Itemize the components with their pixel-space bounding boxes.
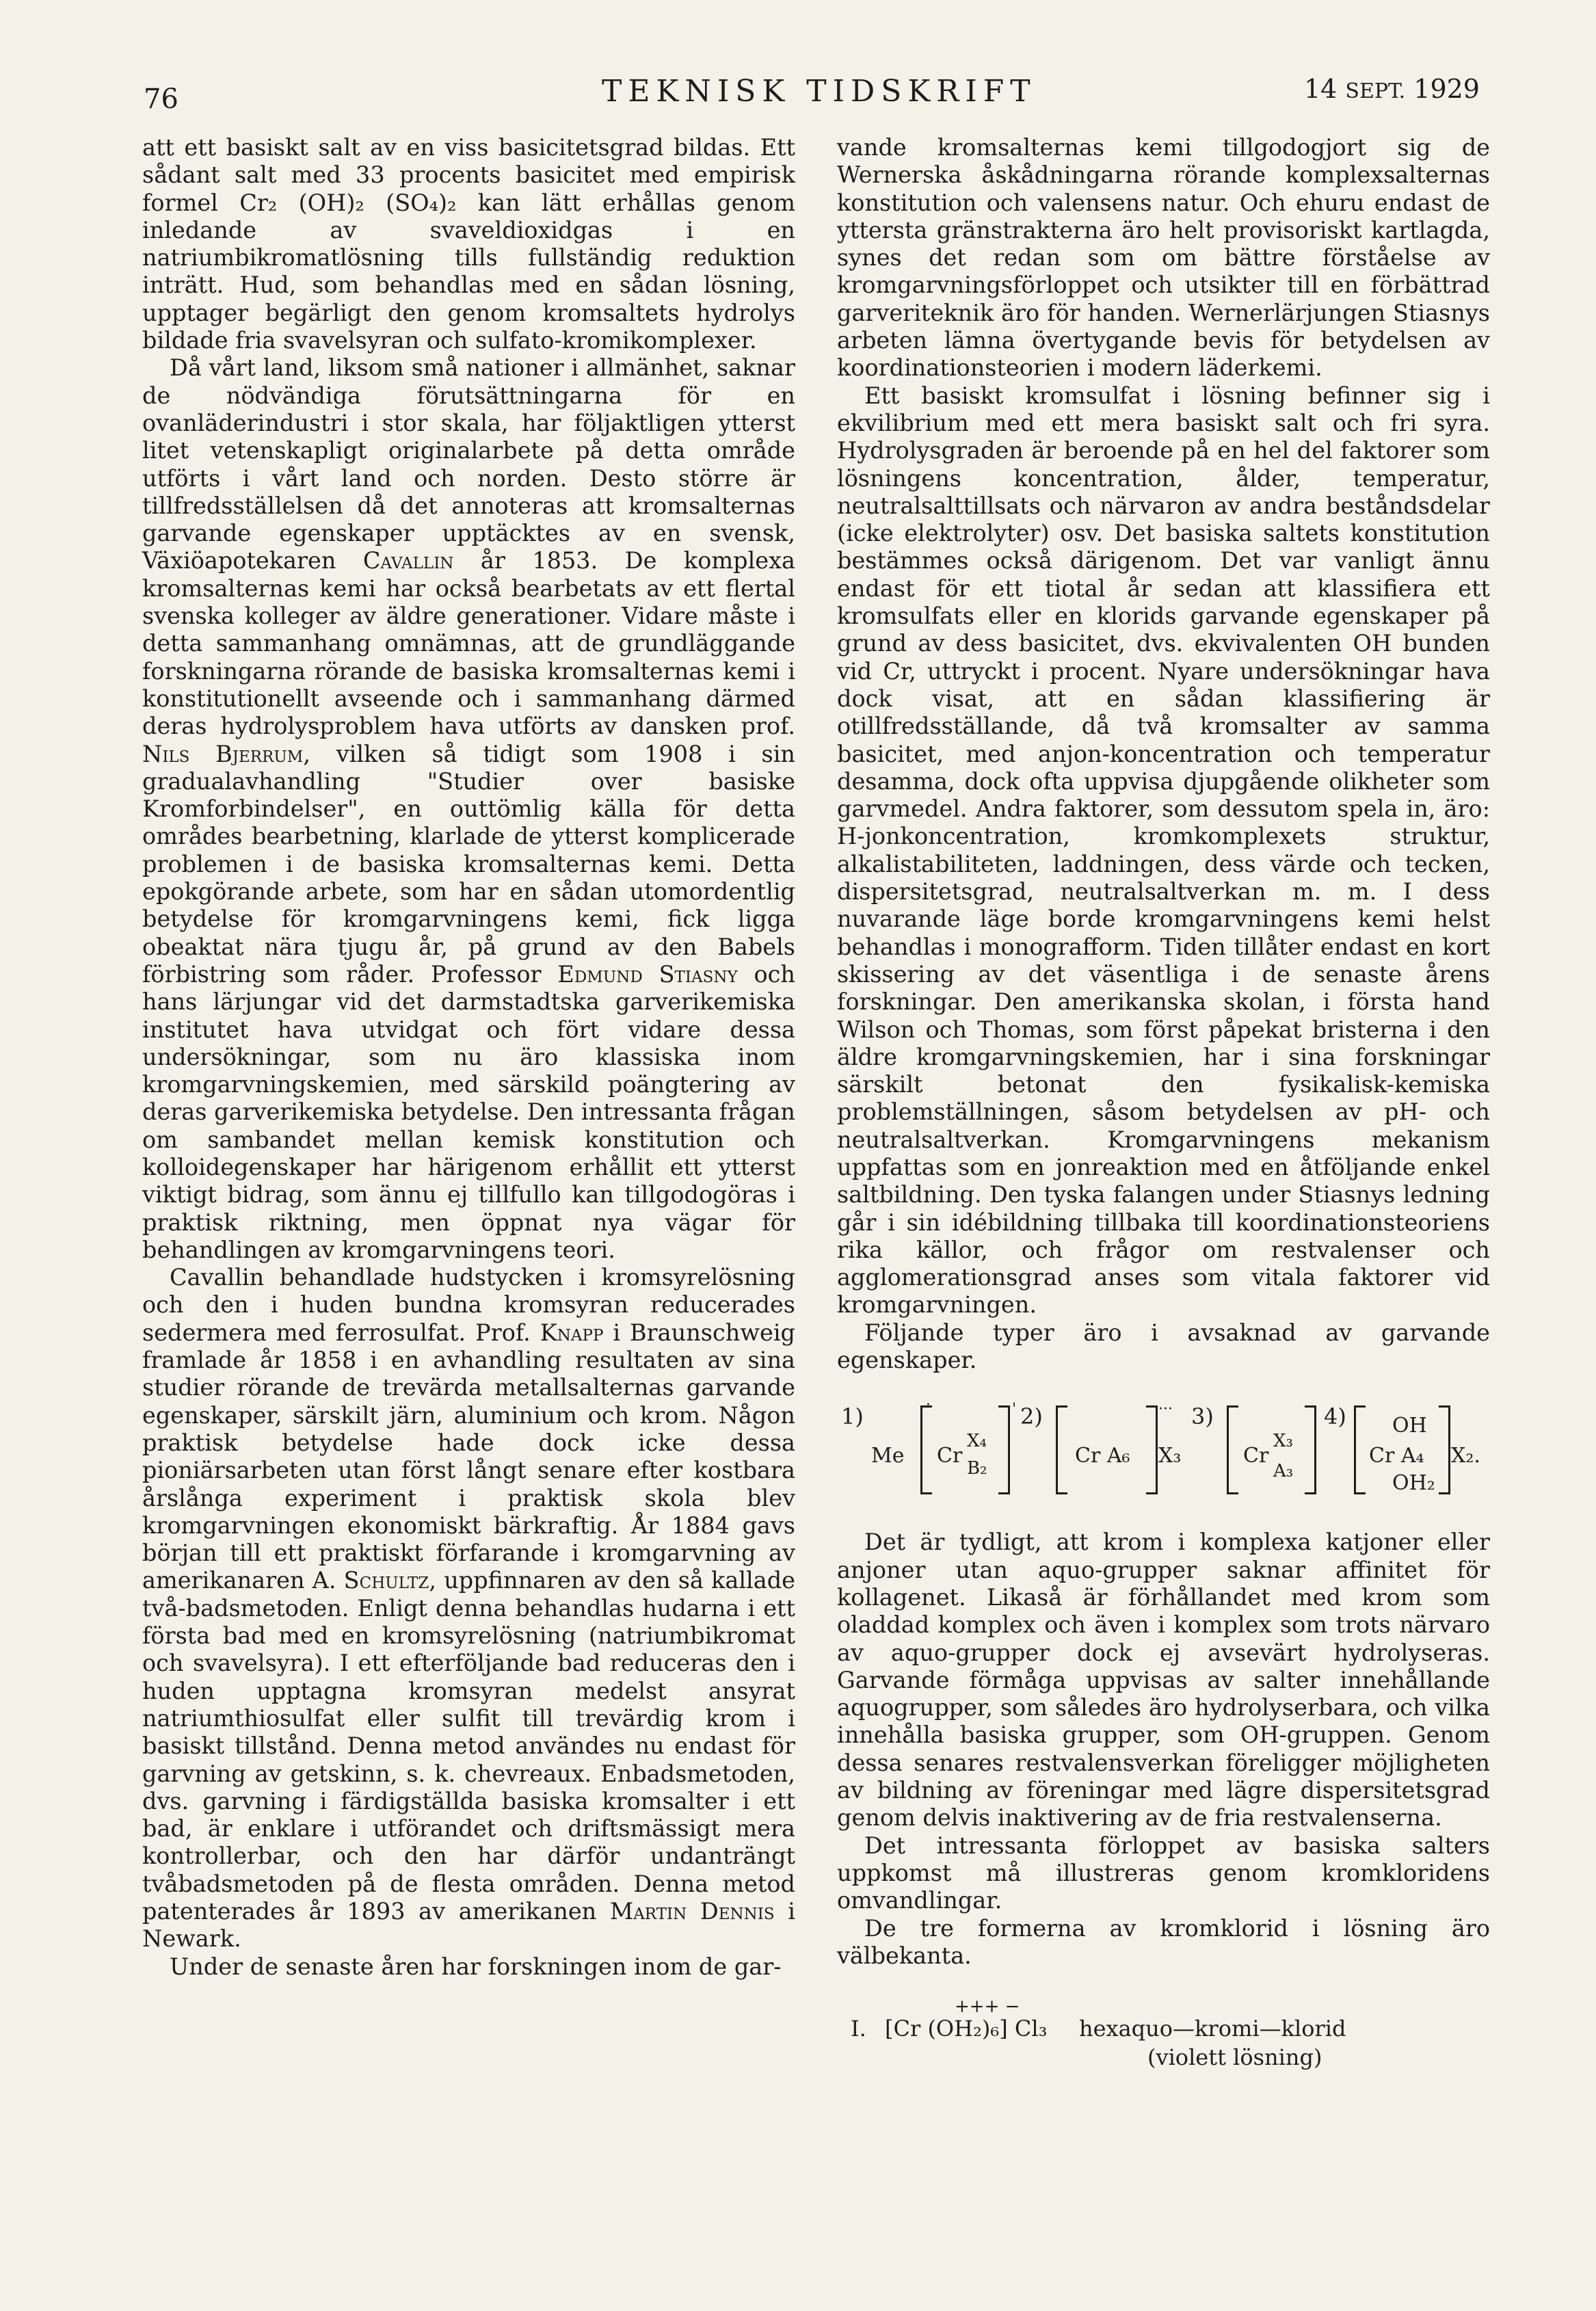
complex-formulas — [837, 1378, 1490, 1522]
right-paragraph-4: Det är tydligt, att krom i komplexa katjoner eller anjoner utan aquo-grupper saknar affinitet för kollagenet. Likaså är förhållandet med krom som oladdad komplex och även i komplex som trots närvaro av aquo-grupper dock ej avsevärt hydrolyseras. Garvande förmåga uppvisas av salter innehållande aquogrupper, som således äro hydrolyserbara, och vilka innehålla basiska grupper, som OH-gruppen. Genom dessa senares restvalensverkan föreligger möjligheten av bildning av föreningar med lägre dispersitetsgrad genom delvis inaktivering av de fria restvalenserna. — [837, 1529, 1490, 1832]
bracket-close-4 — [1439, 1405, 1450, 1494]
formula-cr-1: Cr — [937, 1444, 963, 1468]
name-schultz: Schultz — [343, 1567, 429, 1594]
right-paragraph-2: Ett basiskt kromsulfat i lösning befinner sig i ekvilibrium med ett mera basiskt salt och fri syra. Hydrolysgraden är beroende på en hel del faktorer som lösningens koncentration, ålder, temperatur, neutralsalttillsats och närvaron av andra beståndsdelar (icke elektrolyter) osv. Det basiska saltets konstitution bestämmes också därigenom. Det var vanligt ännu endast för ett tiotal år sedan att klassifiera ett kromsulfats eller en klorids garvande egenskaper på grund av dess basicitet, dvs. ekvivalenten OH bunden vid Cr, uttryckt i procent. Nyare undersökningar hava dock visat, att en sådan klassifiering är otillfredsställande, då två kromsalter av samma basicitet, med anjon-koncentration och temperatur desamma, dock ofta uppvisa djupgående olikheter som garvmedel. Andra faktorer, som dessutom spela in, äro: H-jonkoncentration, kromkomplexets struktur, alkalistabiliteten, laddningen, dess värde och tecken, dispersitetsgrad, neutralsaltverkan m. m. I dess nuvarande läge borde kromgarvningens kemi helst behandlas i monografform. Tiden tillåter endast en kort skissering av det väsentliga i de senaste årens forskningar. Den amerikanska skolan, i första hand Wilson och Thomas, som först påpekat bristerna i den äldre kromgarvningskemien, har i sina forskningar särskilt betonat den fysikalisk-kemiska problemställningen, såsom betydelsen av pH- och neutralsaltverkan. Kromgarvningens mekanism uppfattas som en jonreaktion med en åtföljande enkel saltbildning. Den tyska falangen under Stiasnys ledning går i sin idébildning tillbaka till koordinationsteoriens rika källor, och frågor om restvalenser och agglomerationsgrad anses som vitala faktorer vid kromgarvningen. — [837, 382, 1490, 1319]
formula-number-4: 4) — [1324, 1403, 1346, 1430]
bracket-close-3 — [1305, 1405, 1316, 1494]
formula-oh: OH — [1392, 1414, 1427, 1438]
formula-me: Me — [871, 1444, 905, 1468]
bracket-open-2 — [1056, 1405, 1067, 1494]
left-paragraph-3: Cavallin behandlade hudstycken i kromsyrelösning och den i huden bundna kromsyran reducerades sedermera med ferrosulfat. Prof. Knapp i Braunschweig framlade år 1858 i en avhandling resultaten av sina studier rörande de trevärda metallsalternas garvande egenskaper, särskilt järn, aluminium och krom. Någon praktisk betydelse hade dock icke dessa pioniärsarbeten utan först långt senare efter kostbara årslånga experiment i praktisk skola blev kromgarvningen ekonomiskt bärkraftig. År 1884 gavs början till ett praktiskt förfarande i kromgarvning av amerikanaren A. Schultz, uppfinnaren av den så kallade två-badsmetoden. Enligt denna behandlas hudarna i ett första bad med en kromsyrelösning (natriumbikromat och svavelsyra). I ett efterföljande bad reduceras den i huden upptagna kromsyran medelst ansyrat natriumthiosulfat eller sulfit till trevärdig krom i basiskt tillstånd. Denna metod användes nu endast för garvning av getskinn, s. k. chevreaux. Enbadsmetoden, dvs. garvning i färdigställda basiska kromsalter i ett bad, är enklare i utförandet och driftsmässigt mera kontrollerbar, och den har därför undanträngt tvåbadsmetoden på de flesta områden. Denna metod patenterades år 1893 av amerikanen Martin Dennis i Newark. — [142, 1264, 796, 1953]
bracket-open-3 — [1227, 1405, 1238, 1494]
formula-charges: +++ − — [955, 1996, 1020, 2018]
date-year: 1929 — [1413, 74, 1480, 104]
formula-number-2: 2) — [1020, 1403, 1043, 1430]
charge-2: ' — [1012, 1401, 1017, 1418]
formula-cr-3: Cr — [1243, 1444, 1269, 1468]
charge-1: · — [926, 1397, 931, 1414]
bracket-open-4 — [1354, 1405, 1366, 1494]
charge-3: ··· — [1158, 1401, 1173, 1418]
formula-x4: X₄ — [967, 1431, 987, 1452]
formula-number-1: 1) — [841, 1403, 864, 1430]
formula-x3-out: X₃ — [1158, 1444, 1182, 1468]
formula-x2: X₂. — [1451, 1444, 1480, 1468]
left-paragraph-1: att ett basiskt salt av en viss basicitetsgrad bildas. Ett sådant salt med 33 procents basicitet med empirisk formel Cr₂ (OH)₂ (SO₄)₂ kan lätt erhållas genom inledande av svaveldioxidgas i en natriumbikromatlösning tills fullständig reduktion inträtt. Hud, som behandlas med en sådan lösning, upptager begärligt den genom kromsaltets hydrolys bildade fria svavelsyran och sulfato-kromikomplexer. — [142, 134, 795, 354]
formula-roman-numeral: I. — [851, 2016, 866, 2042]
formula-oh2: OH₂ — [1392, 1471, 1435, 1496]
right-paragraph-3: Följande typer äro i avsaknad av garvande egenskaper. — [837, 1319, 1490, 1374]
formula-hexaquo: [Cr (OH₂)₆] Cl₃ — [885, 2016, 1048, 2042]
right-column — [837, 134, 1490, 2071]
right-paragraph-6: De tre formerna av kromklorid i lösning äro välbekanta. — [837, 1914, 1490, 1969]
name-dennis: Martin Dennis — [609, 1898, 775, 1925]
right-paragraph-1: vande kromsalternas kemi tillgodogjort sig de Wernerska åskådningarna rörande komplexsalternas konstitution och valensens natur. Och ehuru endast de yttersta gränstrakterna äro helt provisoriskt kartlagda, synes det redan som om bättre förståelse av kromgarvningsförloppet och utsikter till en förbättrad garveriteknik äro för handen. Wernerlärjungen Stiasnys arbeten lämna övertygande bevis för betydelsen av koordinationsteorien i modern läderkemi. — [837, 134, 1490, 382]
name-bjerrum: Nils Bjerrum — [142, 740, 304, 767]
right-paragraph-5: Det intressanta förloppet av basiska salters uppkomst må illustreras genom kromkloridens omvandlingar. — [837, 1832, 1490, 1914]
page-number: 76 — [144, 83, 178, 115]
left-column — [142, 134, 795, 1981]
left-paragraph-4: Under de senaste åren har forskningen inom de gar- — [170, 1953, 782, 1980]
formula-b2: B₂ — [967, 1458, 987, 1479]
formula-name: hexaquo—kromi—klorid — [1079, 2016, 1346, 2042]
formula-cr-a6: Cr A₆ — [1075, 1444, 1130, 1468]
chromium-chloride-formula — [851, 1990, 1490, 2071]
date-month: SEPT. — [1345, 79, 1406, 103]
name-cavallin: Cavallin — [362, 547, 454, 575]
name-stiasny: Edmund Stiasny — [557, 960, 738, 988]
date-day: 14 — [1303, 74, 1338, 104]
name-knapp: Knapp — [540, 1319, 604, 1346]
formula-cr-a4: Cr A₄ — [1369, 1444, 1424, 1468]
left-paragraph-2: Då vårt land, liksom små nationer i allmänhet, saknar de nödvändiga förutsättningarna för en ovanläderindustri i stor skala, har följaktligen ytterst litet vetenskapligt originalarbete på detta område utförts i vårt land och norden. Desto större är tillfredsställelsen då det annoteras att kromsalternas garvande egenskaper upptäcktes av en svensk, Växiöapotekaren Cavallin år 1853. De komplexa kromsalternas kemi har också bearbetats av ett flertal svenska kolleger av äldre generationer. Vidare måste i detta sammanhang omnämnas, att de grundläggande forskningarna rörande de basiska kromsalternas kemi i konstitutionellt avseende och i sammanhang därmed deras hydrolysproblem hava utförts av dansken prof. Nils Bjerrum, vilken så tidigt som 1908 i sin gradualavhandling "Studier over basiske Kromforbindelser", en outtömlig källa för detta områdes bearbetning, klarlade de ytterst komplicerade problemen i de basiska kromsalternas kemi. Detta epokgörande arbete, som har en sådan utomordentlig betydelse för kromgarvningens kemi, fick ligga obeaktat nära tjugu år, på grund av den Babels förbistring som råder. Professor Edmund Stiasny och hans lärjungar vid det darmstadtska garverikemiska institutet hava utvidgat och fört vidare dessa undersökningar, som nu äro klassiska inom kromgarvningskemien, med särskild poängtering av deras garverikemiska betydelse. Den intressanta frågan om sambandet mellan kemisk konstitution och kolloidegenskaper har härigenom erhållit ett ytterst viktigt bidrag, som ännu ej tillfullo kan tillgodogöras i praktisk riktning, men öppnat nya vägar för behandlingen av kromgarvningens teori. — [142, 354, 795, 1263]
journal-title: TEKNISK TIDSKRIFT — [602, 74, 1037, 109]
issue-date — [1304, 74, 1480, 104]
formula-a3: A₃ — [1273, 1461, 1294, 1482]
formula-x3-in: X₃ — [1273, 1431, 1293, 1452]
bracket-close-1 — [998, 1405, 1010, 1494]
formula-note: (violett lösning) — [1147, 2044, 1322, 2071]
bracket-close-2 — [1146, 1405, 1158, 1494]
formula-number-3: 3) — [1191, 1403, 1214, 1430]
